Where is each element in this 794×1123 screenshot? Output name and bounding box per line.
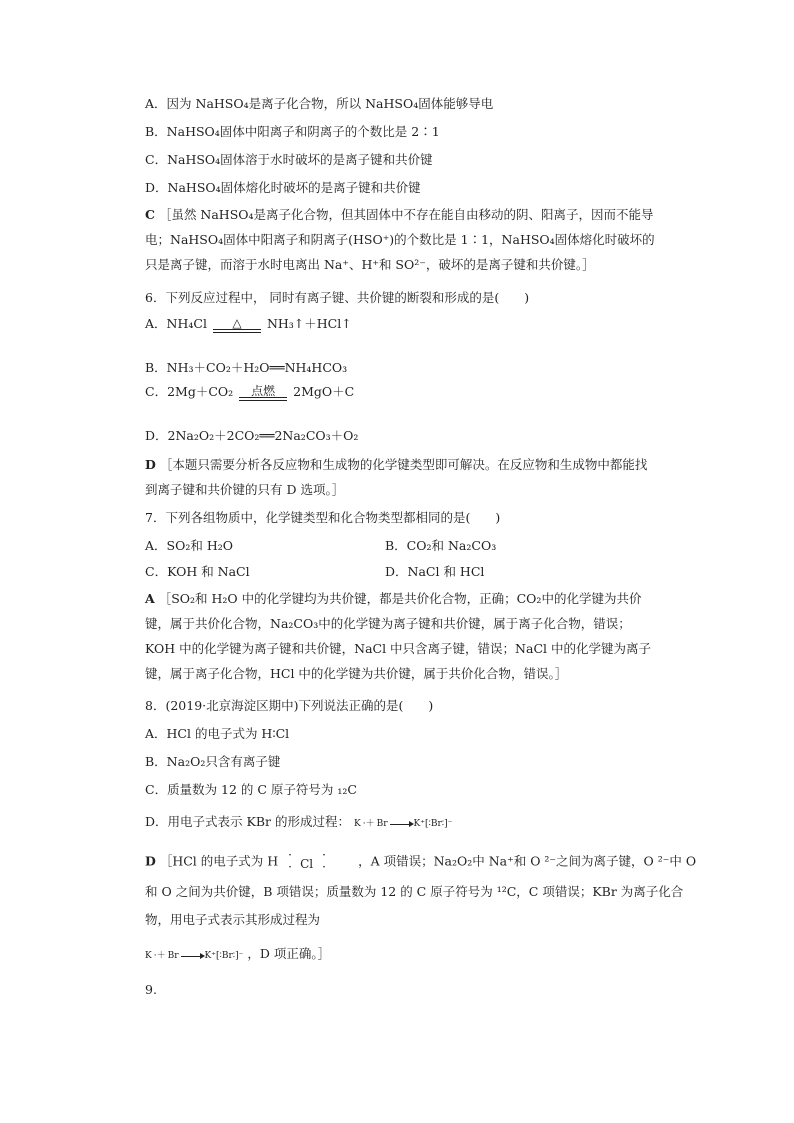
kbr-lewis-formation (354, 816, 452, 832)
ignite-label: 点燃 (251, 383, 276, 398)
q8-option-b: B．Na₂O₂只含有离子键 (145, 754, 281, 769)
q8-option-d (145, 814, 452, 832)
q8-answer-line1 (145, 848, 697, 874)
heat-condition (213, 317, 261, 333)
q7-option-a: A．SO₂和 H₂O (145, 538, 233, 553)
q5-answer-letter: C (145, 207, 155, 222)
q7-answer-letter: A (145, 591, 155, 606)
q6-c-products: 2MgO＋C (293, 384, 355, 399)
q8-answer-letter: D (145, 853, 156, 869)
q7-stem: 7．下列各组物质中，化学键类型和化合物类型都相同的是( ) (145, 510, 501, 525)
q8-option-c: C．质量数为 12 的 C 原子符号为 ₁₂C (145, 782, 357, 797)
q7-answer-text: ［SO₂和 H₂O 中的化学键均为共价键，都是共价化合物，正确；CO₂中的化学键为共价键，属于共价化合物，Na₂CO₃中的化学键为离子键和共价键，属于离子化合物，错误；KOH 中的化学键为离子键和共价键，NaCl 中只含离子键，错误；NaCl 中的化学键为离子键，属于离子化合物，HCl 中的化学键为共价键，属于共价化合物，错误。］ (145, 591, 651, 681)
q8-d-text: D．用电子式表示 KBr 的形成过程： (145, 814, 350, 829)
q5-answer-text: ［虽然 NaHSO₄是离子化合物，但其固体中不存在能自由移动的阴、阳离子，因而不能导电；NaHSO₄固体中阳离子和阴离子(HSO⁺)的个数比是 1∶1，NaHSO₄固体熔化时破坏的只是离子键，而溶于水时电离出 Na⁺、H⁺和 SO²⁻，破坏的是离子键和共价键。］ (145, 207, 655, 272)
lewis-k: K (145, 951, 152, 961)
q6-option-c (145, 384, 354, 401)
hcl-cl: Cl (300, 857, 314, 871)
lewis-product: K⁺[∶Br∶]⁻ (204, 951, 244, 961)
lewis-k: K (353, 819, 361, 829)
ignite-condition (239, 385, 287, 401)
q8-answer-end: ，D 项正确。］ (247, 946, 331, 961)
q6-a-reactant: A．NH₄Cl (145, 316, 207, 331)
q8-answer-pre: ［HCl 的电子式为 H (159, 853, 279, 869)
q8-answer-line2: 和 O 之间为共价键，B 项错误；质量数为 12 的 C 原子符号为 ¹²C，C 项错误；KBr 为离子化合 (145, 884, 684, 899)
q5-answer (145, 202, 655, 277)
q5-option-d: D．NaHSO₄固体熔化时破坏的是离子键和共价键 (145, 180, 421, 195)
q6-stem: 6．下列反应过程中， 同时有离子键、共价键的断裂和形成的是( ) (145, 290, 530, 305)
q7-option-d: D．NaCl 和 HCl (385, 564, 485, 579)
q6-option-b: B．NH₃＋CO₂＋H₂O══NH₄HCO₃ (145, 360, 348, 375)
arrow-icon (390, 824, 412, 825)
arrow-icon (181, 956, 203, 957)
q6-option-d: D．2Na₂O₂＋2CO₂══2Na₂CO₃＋O₂ (145, 428, 359, 443)
q5-option-b: B．NaHSO₄固体中阳离子和阴离子的个数比是 2∶1 (145, 124, 440, 139)
q9-number: 9. (145, 982, 157, 997)
q6-a-products: NH₃↑＋HCl↑ (266, 316, 352, 331)
q7-answer (145, 586, 655, 686)
q6-answer-text: ［本题只需要分析各反应物和生成物的化学键类型即可解决。在反应物和生成物中都能找到离子键和共价键的只有 D 选项。］ (145, 457, 648, 497)
hcl-electron-formula: · · Cl · · (288, 848, 327, 874)
q6-answer (145, 452, 655, 502)
kbr-lewis-formation-answer (145, 948, 243, 964)
lewis-br: Br (167, 951, 179, 961)
q8-option-a: A．HCl 的电子式为 H∶Cl (145, 726, 290, 741)
q8-answer-line4 (145, 946, 330, 964)
q5-option-c: C．NaHSO₄固体溶于水时破坏的是离子键和共价键 (145, 152, 433, 167)
lewis-br: Br (376, 819, 388, 829)
electron-dot: ·＋ (362, 819, 375, 829)
q5-option-a: A．因为 NaHSO₄是离子化合物，所以 NaHSO₄固体能够导电 (145, 96, 494, 111)
q6-answer-letter: D (145, 457, 156, 472)
lewis-product: K⁺[∶Br∶]⁻ (413, 819, 453, 829)
electron-dot: ·＋ (153, 951, 166, 961)
q8-answer-rest1: ，A 项错误；Na₂O₂中 Na⁺和 O ²⁻之间为离子键，O ²⁻中 O (358, 853, 697, 869)
heat-symbol: △ (232, 315, 242, 330)
q7-option-c: C．KOH 和 NaCl (145, 564, 250, 579)
q8-stem: 8．(2019·北京海淀区期中)下列说法正确的是( ) (145, 698, 434, 713)
q6-c-reactants: C．2Mg＋CO₂ (145, 384, 234, 399)
q6-option-a (145, 316, 352, 333)
q7-option-b: B．CO₂和 Na₂CO₃ (385, 538, 497, 553)
q8-answer-line3: 物，用电子式表示其形成过程为 (145, 912, 321, 927)
